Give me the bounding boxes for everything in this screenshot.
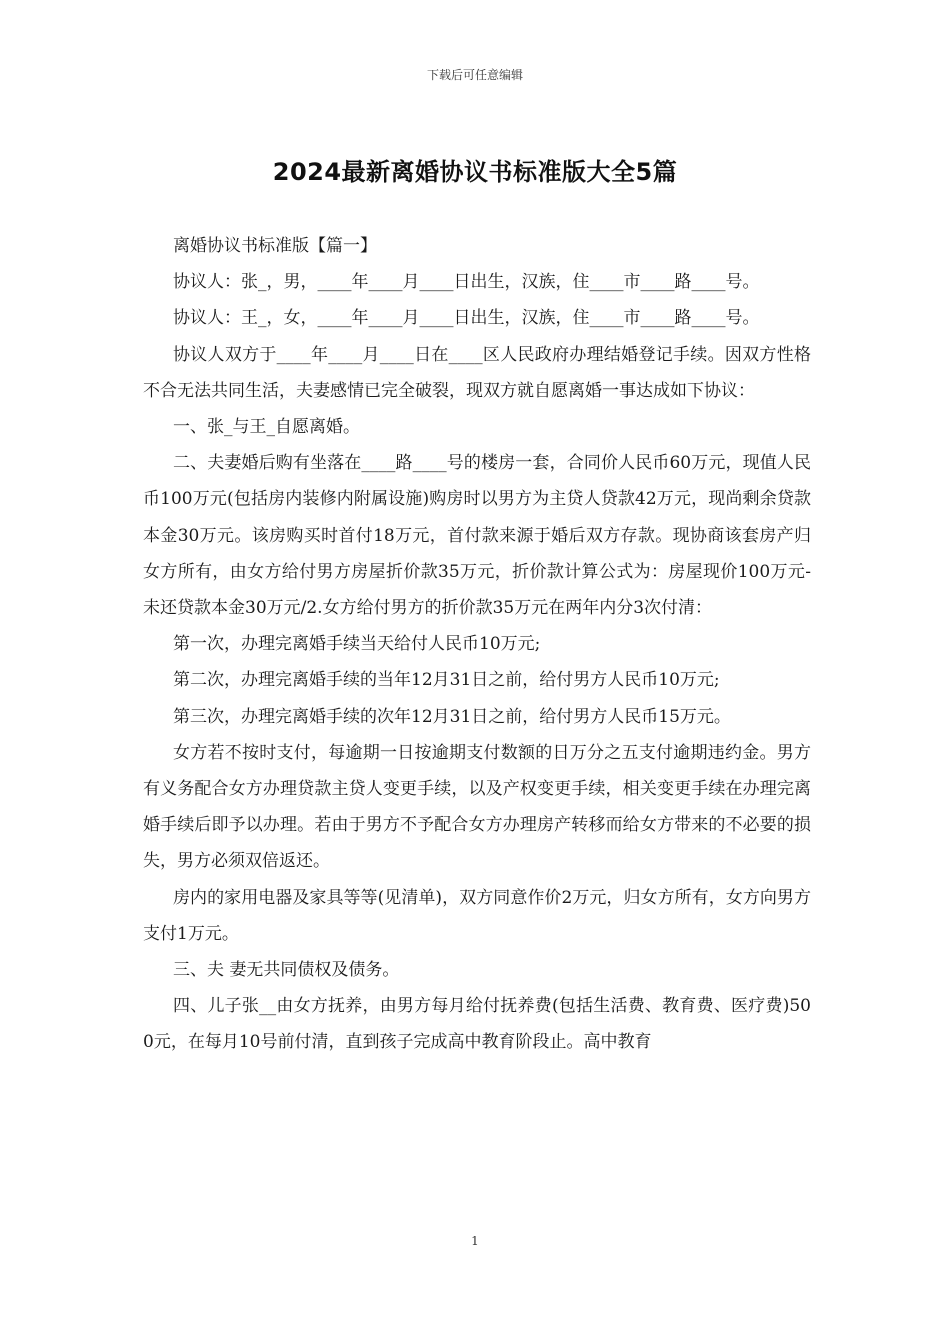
document-body (143, 228, 811, 1061)
paragraph-payment-1: 第一次，办理完离婚手续当天给付人民币10万元; (173, 634, 541, 655)
paragraph-payment-2: 第二次，办理完离婚手续的当年12月31日之前，给付男方人民币10万元; (173, 670, 720, 691)
paragraph-payment-3: 第三次，办理完离婚手续的次年12月31日之前，给付男方人民币15万元。 (173, 706, 731, 727)
paragraph-clause-3-debts: 三、夫 妻无共同债权及债务。 (173, 960, 400, 981)
paragraph-marriage-background: 协议人双方于____年____月____日在____区人民政府办理结婚登记手续。因双方性格不合无法共同生活，夫妻感情已完全破裂，现双方就自愿离婚一事达成如下协议： (143, 344, 811, 401)
document-title: 2024最新离婚协议书标准版大全5篇 (272, 158, 678, 186)
paragraph-late-payment: 女方若不按时支付，每逾期一日按逾期支付数额的日万分之五支付逾期违约金。男方有义务配合女方办理贷款主贷人变更手续，以及产权变更手续，相关变更手续在办理完离婚手续后即予以办理。若由于男方不予配合女方办理房产转移而给女方带来的不必要的损失，男方必须双倍返还。 (143, 742, 811, 872)
paragraph-party-wang: 协议人：王_，女，____年____月____日出生，汉族，住____市____路____号。 (173, 308, 760, 329)
header-note: 下载后可任意编辑 (426, 68, 523, 82)
paragraph-clause-2-property: 二、夫妻婚后购有坐落在____路____号的楼房一套，合同价人民币60万元，现值人民币100万元(包括房内装修内附属设施)购房时以男方为主贷人贷款42万元，现尚剩余贷款本金30万元。该房购买时首付18万元，首付款来源于婚后双方存款。现协商该套房产归女方所有，由女方给付男方房屋折价款35万元，折价款计算公式为：房屋现价100万元-未还贷款本金30万元/2.女方给付男方的折价款35万元在两年内分3次付清： (143, 453, 811, 619)
paragraph-clause-4-custody: 四、儿子张__由女方抚养，由男方每月给付抚养费(包括生活费、教育费、医疗费)500元，在每月10号前付清，直到孩子完成高中教育阶段止。高中教育 (143, 996, 811, 1053)
paragraph-clause-1: 一、张_与王_自愿离婚。 (173, 417, 360, 438)
page-number: 1 (471, 1234, 479, 1248)
paragraph-party-zhang: 协议人：张_，男，____年____月____日出生，汉族，住____市____路____号。 (173, 272, 760, 293)
paragraph-section-heading: 离婚协议书标准版【篇一】 (173, 236, 377, 256)
paragraph-appliances: 房内的家用电器及家具等等(见清单)，双方同意作价2万元，归女方所有，女方向男方支付1万元。 (143, 887, 811, 944)
